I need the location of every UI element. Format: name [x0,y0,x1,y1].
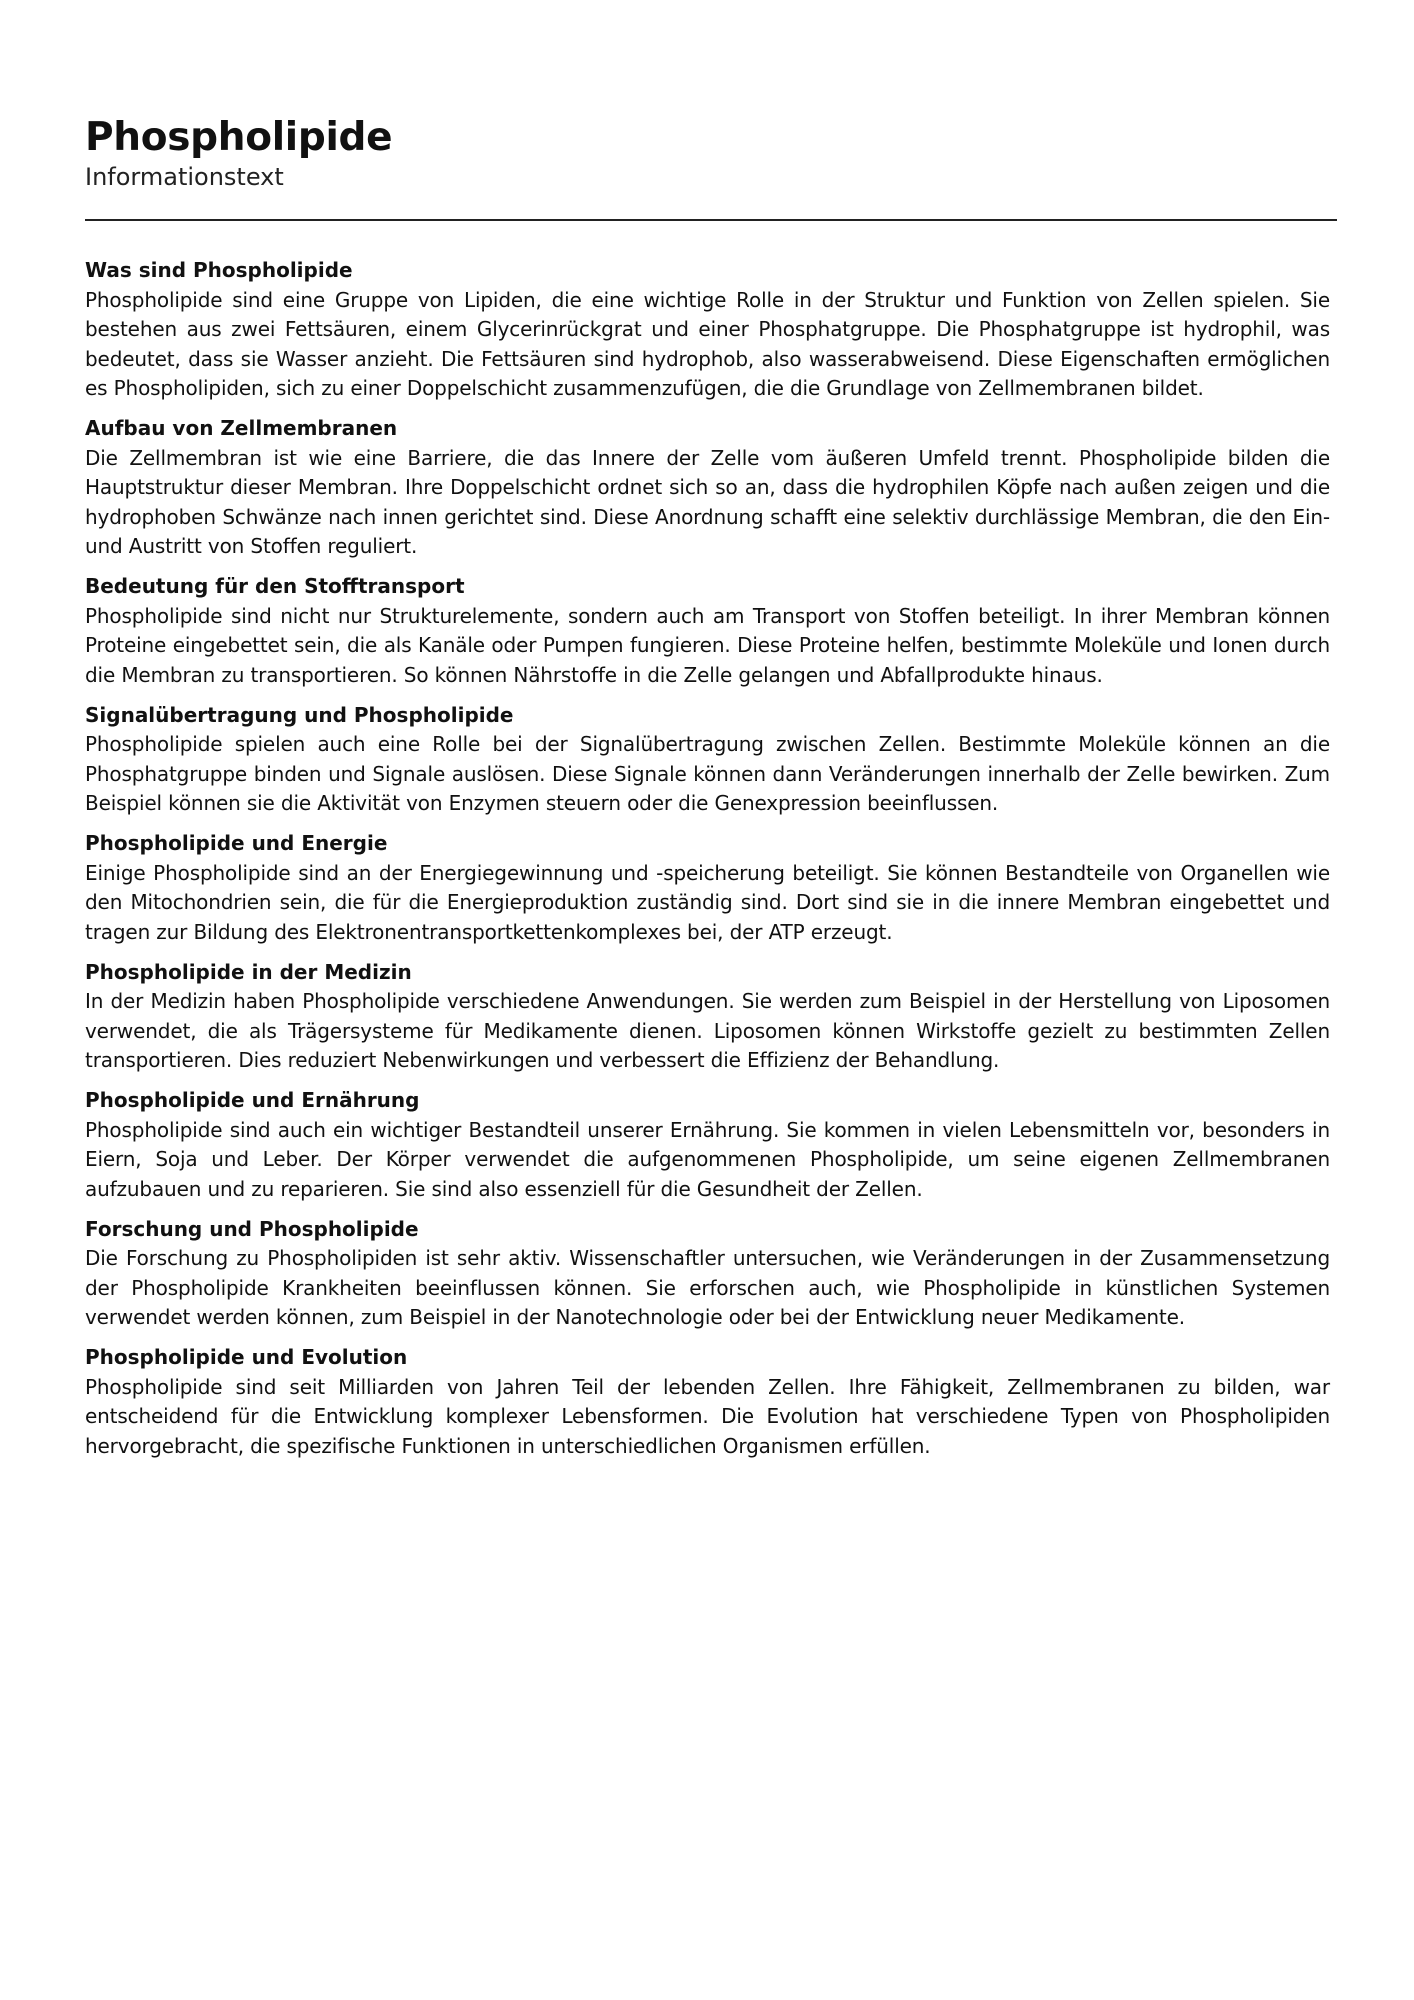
section-heading: Was sind Phospholipide [85,258,353,282]
section-was-sind-phospholipide [85,256,1330,404]
section-bedeutung-fuer-den-stofftransport [85,572,1330,690]
document-subtitle: Informationstext [85,163,284,191]
section-body: Phospholipide spielen auch eine Rolle bei der Signalübertragung zwischen Zellen. Bestimmte Moleküle können an die Phosphatgruppe binden und Signale auslösen. Diese Signale können dann Veränderungen innerhalb der Zelle bewirken. Zum Beispiel können sie die Aktivität von Enzymen steuern oder die Genexpression beeinflussen. [85,732,1330,815]
section-evolution [85,1343,1330,1461]
section-energie [85,829,1330,947]
section-heading: Aufbau von Zellmembranen [85,416,398,440]
section-body: Phospholipide sind eine Gruppe von Lipiden, die eine wichtige Rolle in der Struktur und Funktion von Zellen spielen. Sie bestehen aus zwei Fettsäuren, einem Glycerinrückgrat und einer Phosphatgruppe. Die Phosphatgruppe ist hydrophil, was bedeutet, dass sie Wasser anzieht. Die Fettsäuren sind hydrophob, also wasserabweisend. Diese Eigenschaften ermöglichen es Phospholipiden, sich zu einer Doppelschicht zusammenzufügen, die die Grundlage von Zellmembranen bildet. [85,287,1330,400]
section-heading: Phospholipide in der Medizin [85,959,412,984]
header-divider [85,219,1337,221]
section-body: Die Forschung zu Phospholipiden ist sehr aktiv. Wissenschaftler untersuchen, wie Veränderungen in der Zusammensetzung der Phospholipide Krankheiten beeinflussen können. Sie erforschen auch, wie Phospholipide in künstlichen Systemen verwendet werden können, zum Beispiel in der Nanotechnologie oder bei der Entwicklung neuer Medikamente. [85,1246,1330,1329]
section-heading: Phospholipide und Energie [85,831,388,855]
document-page [85,114,1330,1472]
section-medizin [85,958,1330,1076]
document-title: Phospholipide [85,115,393,160]
section-heading: Bedeutung für den Stofftransport [85,574,465,598]
section-signaluebertragung [85,701,1330,819]
section-heading: Signalübertragung und Phospholipide [85,702,514,727]
section-body: Phospholipide sind auch ein wichtiger Bestandteil unserer Ernährung. Sie kommen in vielen Lebensmitteln vor, besonders in Eiern, Soja und Leber. Der Körper verwendet die aufgenommenen Phospholipide, um seine eigenen Zellmembranen aufzubauen und zu reparieren. Sie sind also essenziell für die Gesundheit der Zellen. [85,1117,1330,1201]
section-ernaehrung [85,1086,1330,1204]
section-aufbau-von-zellmembranen [85,414,1330,562]
section-body: Phospholipide sind nicht nur Strukturelemente, sondern auch am Transport von Stoffen beteiligt. In ihrer Membran können Proteine eingebettet sein, die als Kanäle oder Pumpen fungieren. Diese Proteine helfen, bestimmte Moleküle und Ionen durch die Membran zu transportieren. So können Nährstoffe in die Zelle gelangen und Abfallprodukte hinaus. [85,603,1330,687]
section-heading: Phospholipide und Ernährung [85,1088,420,1112]
section-body: Einige Phospholipide sind an der Energiegewinnung und -speicherung beteiligt. Sie können Bestandteile von Organellen wie den Mitochondrien sein, die für die Energieproduktion zuständig sind. Dort sind sie in die innere Membran eingebettet und tragen zur Bildung des Elektronentransportkettenkomplexes bei, der ATP erzeugt. [85,860,1330,944]
section-body: Die Zellmembran ist wie eine Barriere, die das Innere der Zelle vom äußeren Umfeld trennt. Phospholipide bilden die Hauptstruktur dieser Membran. Ihre Doppelschicht ordnet sich so an, dass die hydrophilen Köpfe nach außen zeigen und die hydrophoben Schwänze nach innen gerichtet sind. Diese Anordnung schafft eine selektiv durchlässige Membran, die den Ein- und Austritt von Stoffen reguliert. [85,445,1330,558]
section-forschung [85,1215,1330,1333]
section-body: Phospholipide sind seit Milliarden von Jahren Teil der lebenden Zellen. Ihre Fähigkeit, Zellmembranen zu bilden, war entscheidend für die Entwicklung komplexer Lebensformen. Die Evolution hat verschiedene Typen von Phospholipiden hervorgebracht, die spezifische Funktionen in unterschiedlichen Organismen erfüllen. [85,1374,1330,1458]
section-heading: Phospholipide und Evolution [85,1345,408,1369]
section-body: In der Medizin haben Phospholipide verschiedene Anwendungen. Sie werden zum Beispiel in der Herstellung von Liposomen verwendet, die als Trägersysteme für Medikamente dienen. Liposomen können Wirkstoffe gezielt zu bestimmten Zellen transportieren. Dies reduziert Nebenwirkungen und verbessert die Effizienz der Behandlung. [85,989,1330,1072]
section-heading: Forschung und Phospholipide [85,1216,419,1241]
